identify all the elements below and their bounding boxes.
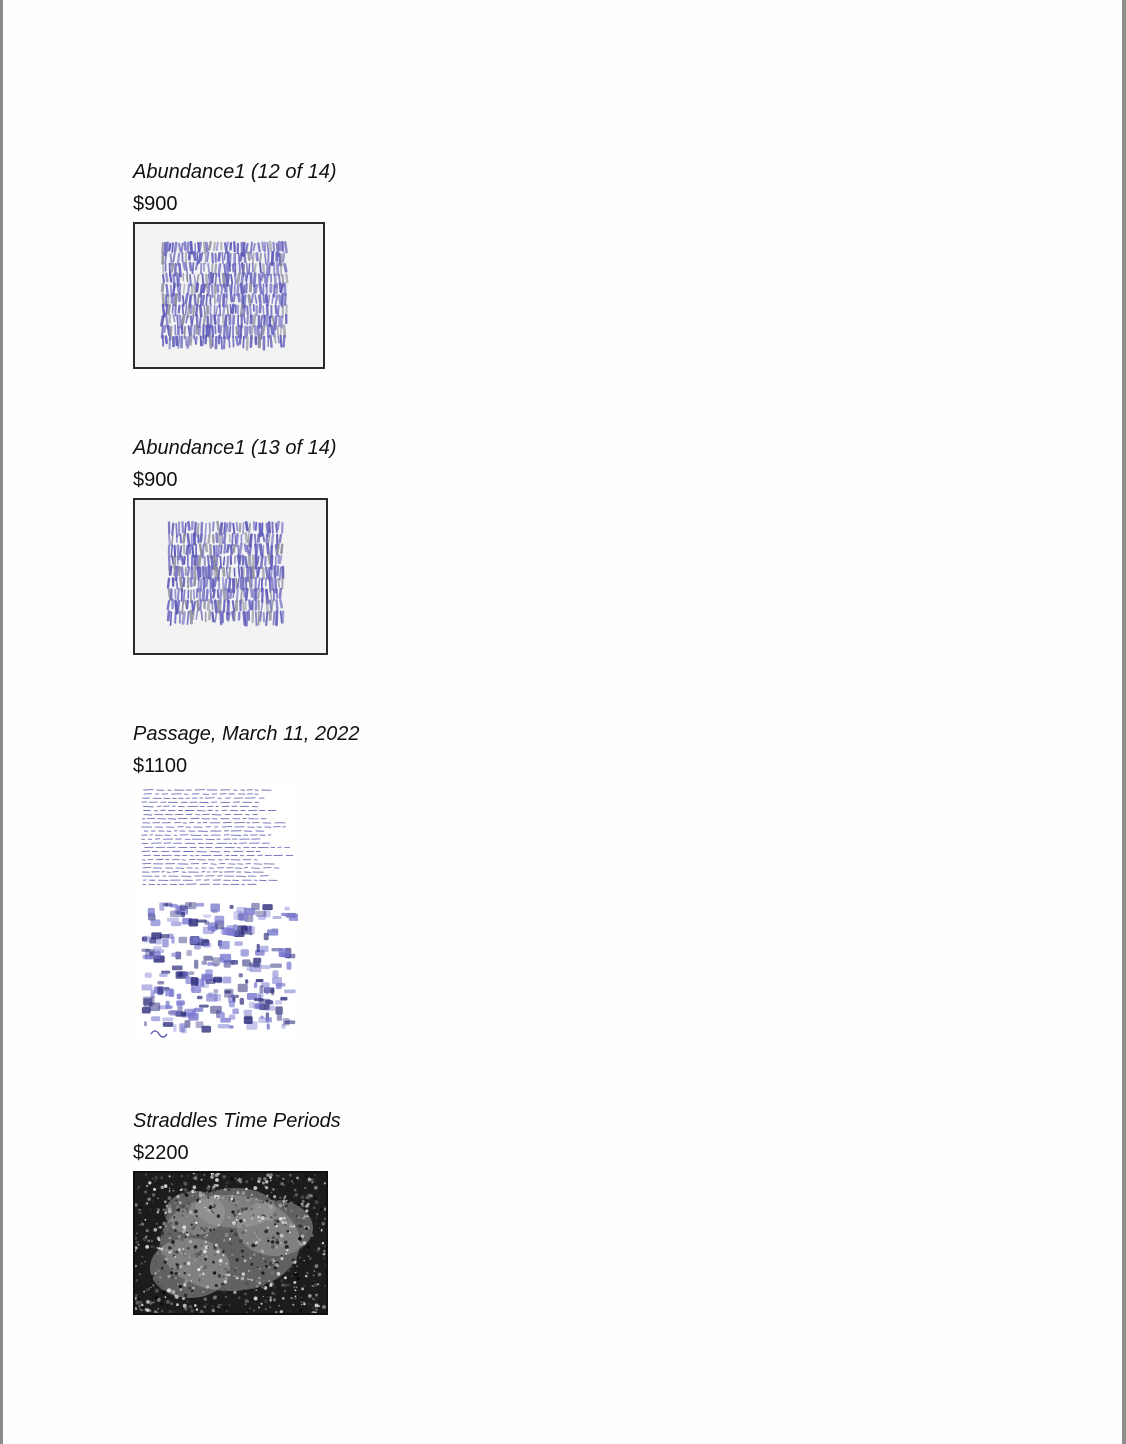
artwork-price: $2200 bbox=[133, 1142, 189, 1164]
artwork-image[interactable] bbox=[133, 222, 325, 369]
page-edge-right bbox=[1122, 0, 1126, 1444]
artwork-price: $900 bbox=[133, 193, 178, 215]
blue-brushstroke-grid-image bbox=[135, 500, 326, 653]
artwork-title: Straddles Time Periods bbox=[133, 1110, 341, 1132]
artwork-image[interactable] bbox=[133, 1171, 328, 1315]
artwork-price: $1100 bbox=[133, 755, 188, 777]
blue-brushstroke-grid-image bbox=[135, 224, 323, 367]
document-page bbox=[3, 0, 1122, 1444]
artwork-image[interactable] bbox=[133, 498, 328, 655]
artwork-price: $900 bbox=[133, 469, 178, 491]
artwork-title: Abundance1 (12 of 14) bbox=[133, 161, 337, 183]
artwork-image[interactable] bbox=[133, 784, 298, 1043]
artwork-entry bbox=[133, 1109, 341, 1315]
artwork-title: Passage, March 11, 2022 bbox=[133, 723, 360, 745]
artwork-entry bbox=[133, 160, 337, 369]
artwork-title: Abundance1 (13 of 14) bbox=[133, 437, 337, 459]
black-white-textured-image bbox=[135, 1173, 326, 1313]
artwork-entry bbox=[133, 436, 337, 655]
handwritten-text-painting-image bbox=[133, 784, 298, 1043]
artwork-entry bbox=[133, 722, 359, 1043]
